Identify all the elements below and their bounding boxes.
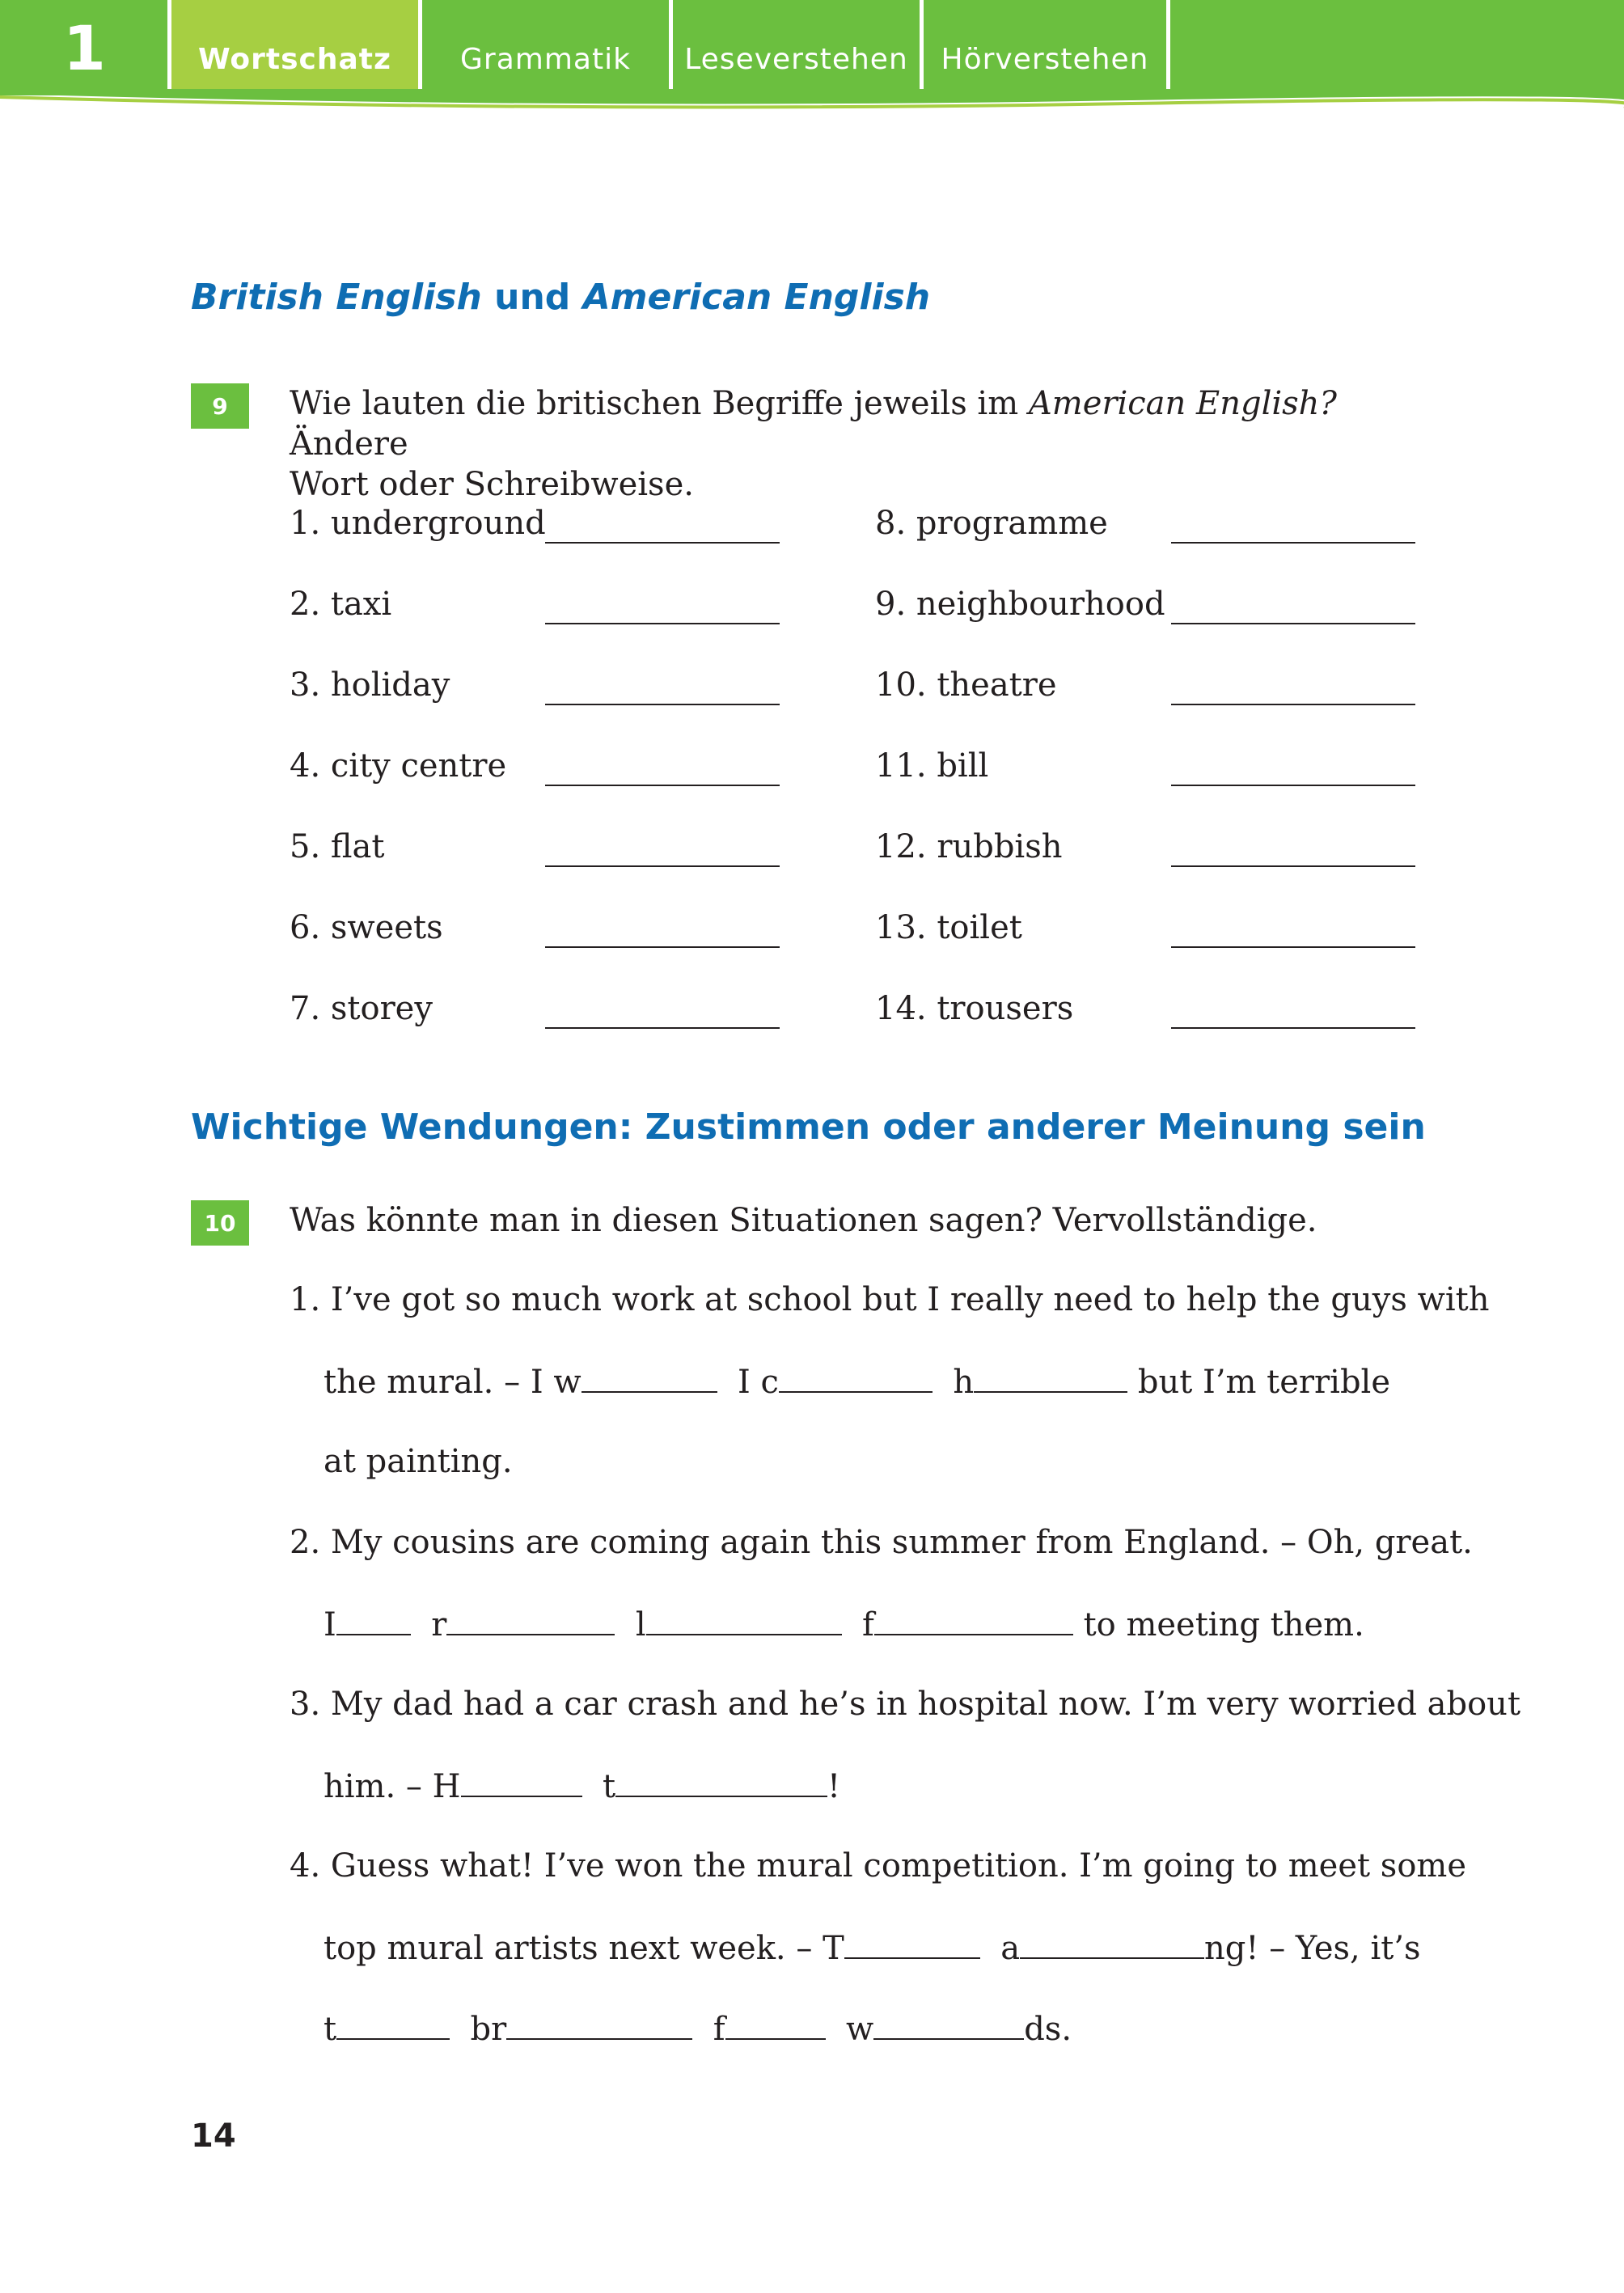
vocab-item: 12. rubbish — [875, 828, 1063, 865]
fill-blank[interactable] — [461, 1766, 582, 1797]
fill-blank[interactable] — [974, 1362, 1127, 1393]
exercise-line — [324, 1605, 1364, 1644]
exercise-9-instruction — [290, 383, 1438, 505]
fill-blank[interactable] — [725, 2009, 826, 2040]
vocab-item: 7. storey — [290, 990, 433, 1027]
exercise-line: 4. Guess what! I’ve won the mural competition. I’m going to meet some — [290, 1847, 1466, 1885]
exercise-line: 2. My cousins are coming again this summer from England. – Oh, great. — [290, 1524, 1473, 1561]
answer-blank[interactable] — [545, 785, 780, 786]
sentence-fragment: br — [470, 2011, 507, 2048]
sentence-fragment: f — [862, 1606, 874, 1644]
sentence-fragment: the mural. – I w — [324, 1364, 582, 1401]
vocab-item: 3. holiday — [290, 666, 450, 704]
sentence-fragment: top mural artists next week. – T — [324, 1930, 844, 1967]
answer-blank[interactable] — [545, 865, 780, 867]
tab-wortschatz[interactable]: Wortschatz — [167, 0, 418, 94]
fill-blank[interactable] — [506, 2009, 692, 2040]
fill-blank[interactable] — [582, 1362, 717, 1393]
fill-blank[interactable] — [779, 1362, 933, 1393]
fill-blank[interactable] — [336, 2009, 450, 2040]
answer-blank[interactable] — [1171, 785, 1415, 786]
page-number: 14 — [191, 2117, 236, 2155]
exercise-line: 1. I’ve got so much work at school but I really need to help the guys with — [290, 1281, 1490, 1318]
tab-grammatik[interactable]: Grammatik — [418, 0, 669, 94]
exercise-line — [324, 1362, 1390, 1401]
vocab-item: 8. programme — [875, 505, 1108, 542]
exercise-line: 3. My dad had a car crash and he’s in hospital now. I’m very worried about — [290, 1686, 1521, 1723]
fill-blank[interactable] — [446, 1605, 615, 1635]
answer-blank[interactable] — [545, 623, 780, 624]
fill-blank[interactable] — [1020, 1928, 1204, 1959]
exercise-line — [324, 2009, 1072, 2048]
vocab-item: 9. neighbourhood — [875, 586, 1165, 623]
instruction-line-2: Wort oder Schreibweise. — [290, 466, 694, 503]
answer-blank[interactable] — [545, 542, 780, 544]
section-title-wendungen: Wichtige Wendungen: Zustimmen oder anderer Meinung sein — [191, 1106, 1426, 1148]
instruction-text-end: Ändere — [290, 425, 408, 463]
answer-blank[interactable] — [545, 1027, 780, 1029]
sentence-fragment: r — [431, 1606, 447, 1644]
title-part-und: und — [481, 277, 583, 318]
vocab-item: 11. bill — [875, 747, 989, 785]
exercise-line: at painting. — [324, 1443, 513, 1480]
sentence-fragment: him. – H — [324, 1768, 461, 1805]
chapter-number: 1 — [63, 11, 106, 84]
answer-blank[interactable] — [1171, 542, 1415, 544]
sentence-fragment: ! — [827, 1768, 841, 1805]
sentence-fragment: a — [1000, 1930, 1021, 1967]
chapter-header — [0, 0, 1624, 95]
sentence-fragment: l — [635, 1606, 646, 1644]
sentence-fragment: t — [324, 2011, 337, 2048]
header-wave-decoration — [0, 89, 1624, 116]
sentence-fragment: f — [713, 2011, 725, 2048]
exercise-badge-10: 10 — [191, 1200, 249, 1246]
answer-blank[interactable] — [1171, 1027, 1415, 1029]
vocab-item: 14. trousers — [875, 990, 1074, 1027]
vocab-item: 4. city centre — [290, 747, 507, 785]
sentence-fragment: I c — [738, 1364, 779, 1401]
answer-blank[interactable] — [1171, 623, 1415, 624]
answer-blank[interactable] — [1171, 946, 1415, 948]
answer-blank[interactable] — [1171, 704, 1415, 705]
exercise-badge-9: 9 — [191, 383, 249, 429]
vocab-item: 6. sweets — [290, 909, 443, 946]
sentence-fragment: w — [845, 2011, 874, 2048]
section-title-british-american — [191, 277, 930, 318]
vocab-item: 5. flat — [290, 828, 385, 865]
fill-blank[interactable] — [615, 1766, 827, 1797]
exercise-10-instruction: Was könnte man in diesen Situationen sagen? Vervollständige. — [290, 1202, 1317, 1239]
answer-blank[interactable] — [545, 946, 780, 948]
sentence-fragment: ds. — [1024, 2011, 1072, 2048]
exercise-line — [324, 1928, 1421, 1967]
fill-blank[interactable] — [874, 1605, 1073, 1635]
vocab-item: 2. taxi — [290, 586, 392, 623]
fill-blank[interactable] — [844, 1928, 980, 1959]
sentence-fragment: but I’m terrible — [1127, 1364, 1391, 1401]
sentence-fragment: h — [953, 1364, 975, 1401]
title-part-american: American English — [582, 277, 931, 318]
title-part-british: British English — [191, 277, 482, 318]
vocab-item: 1. underground — [290, 505, 546, 542]
answer-blank[interactable] — [545, 704, 780, 705]
fill-blank[interactable] — [873, 2009, 1024, 2040]
sentence-fragment: to meeting them. — [1072, 1606, 1364, 1644]
tab-leseverstehen[interactable]: Leseverstehen — [669, 0, 920, 94]
sentence-fragment: t — [602, 1768, 616, 1805]
tab-hoerverstehen[interactable]: Hörverstehen — [920, 0, 1170, 94]
vocab-item: 13. toilet — [875, 909, 1022, 946]
sentence-fragment: I — [324, 1606, 336, 1644]
answer-blank[interactable] — [1171, 865, 1415, 867]
fill-blank[interactable] — [336, 1605, 411, 1635]
fill-blank[interactable] — [646, 1605, 842, 1635]
sentence-fragment: ng! – Yes, it’s — [1204, 1930, 1421, 1967]
exercise-line — [324, 1766, 840, 1805]
instruction-text: Wie lauten die britischen Begriffe jeweils im — [290, 385, 1029, 422]
vocab-item: 10. theatre — [875, 666, 1057, 704]
instruction-italic: American English? — [1028, 385, 1337, 422]
